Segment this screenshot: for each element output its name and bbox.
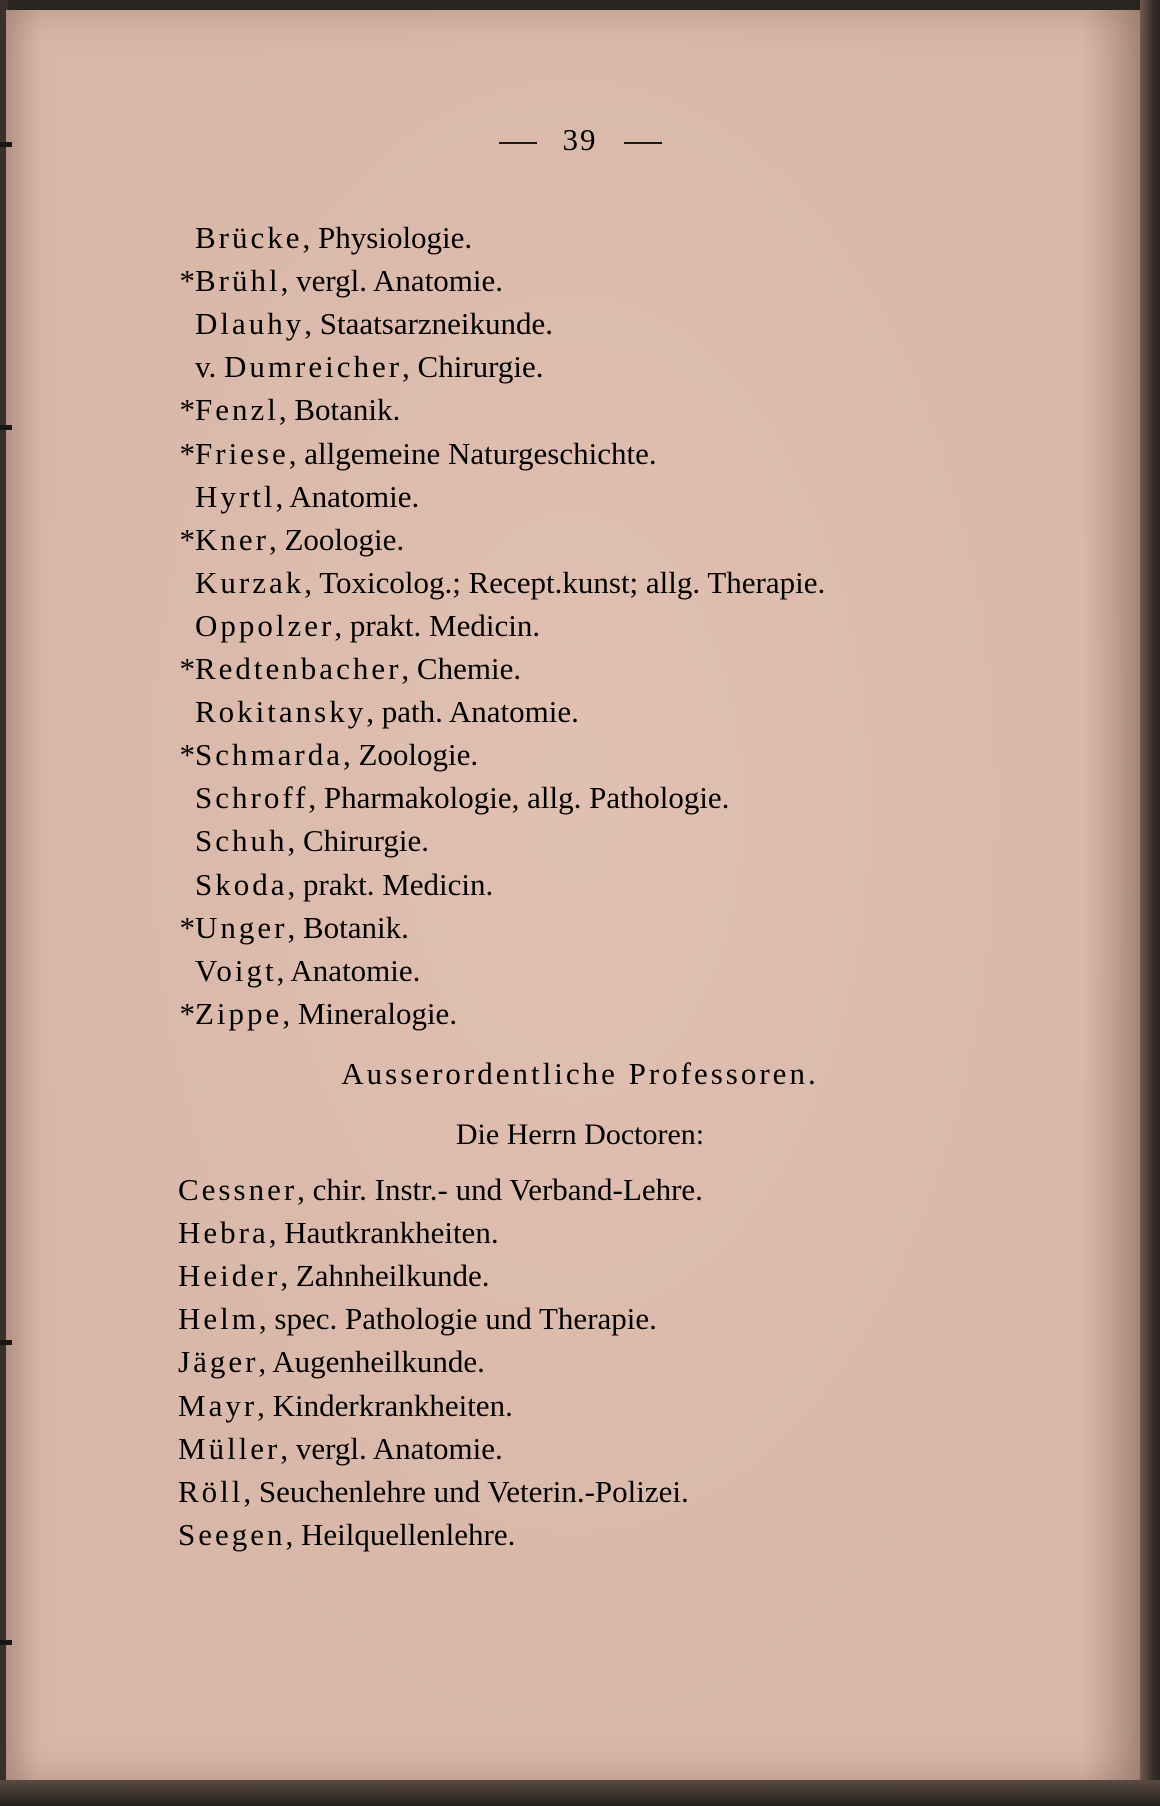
professor-entry [176, 821, 429, 861]
name-separator: , [304, 306, 320, 342]
page-bottom-edge [0, 1780, 1160, 1806]
subject-text: Pharmakologie, allg. Pathologie. [323, 780, 730, 816]
subject-text: Physiologie. [318, 220, 473, 255]
professor-entry [176, 477, 419, 517]
professor-name: Seegen [178, 1516, 286, 1552]
subject-text: Staatsarzneikunde. [319, 306, 554, 342]
subject-text: Seuchenlehre und Veterin.-Polizei. [258, 1473, 689, 1509]
name-separator: , [258, 1301, 275, 1337]
subject-text: chir. Instr.- und Verband-Lehre. [312, 1172, 703, 1207]
professor-name: Schroff [195, 780, 309, 816]
professor-name: Dumreicher [224, 349, 403, 385]
professor-entry [176, 865, 493, 905]
professor-entry [176, 390, 400, 430]
name-separator: , [243, 1473, 259, 1509]
name-separator: , [268, 1215, 285, 1251]
professor-entry [178, 1170, 703, 1210]
subject-text: Anatomie. [289, 478, 420, 514]
professor-entry [176, 347, 544, 387]
asterisk-mark: * [179, 909, 195, 945]
subject-text: Mineralogie. [297, 995, 458, 1031]
name-separator: , [258, 1344, 273, 1380]
professor-name: Brücke [195, 220, 303, 255]
professor-name: Kner [195, 521, 269, 557]
professor-name: Oppolzer [195, 607, 335, 643]
professor-entry [178, 1429, 503, 1469]
professor-name: Röll [178, 1473, 244, 1509]
professor-name: Brühl [195, 263, 281, 299]
asterisk-mark: * [179, 435, 195, 471]
asterisk-mark: * [179, 521, 195, 557]
professor-name: Unger [195, 909, 288, 945]
professor-entry [178, 1472, 689, 1512]
name-separator: , [308, 780, 324, 816]
professor-name: Hebra [178, 1215, 269, 1251]
subject-text: allgemeine Naturgeschichte. [304, 435, 657, 471]
professor-name: Fenzl [195, 392, 279, 428]
professor-name: Jäger [178, 1344, 259, 1380]
subject-text: Hautkrankheiten. [284, 1215, 499, 1251]
asterisk-mark: * [179, 995, 195, 1031]
professor-entry [176, 951, 420, 991]
asterisk-mark: * [179, 737, 195, 773]
name-separator: , [276, 952, 291, 988]
professor-entry [176, 218, 472, 258]
name-separator: , [282, 995, 298, 1031]
subject-text: Zoologie. [284, 521, 405, 557]
name-separator: , [268, 521, 285, 557]
subject-text: Chirurgie. [303, 823, 429, 859]
professor-entry [178, 1515, 515, 1555]
name-separator: , [280, 1258, 296, 1294]
professor-name: Friese [195, 435, 289, 471]
professor-entry [176, 520, 404, 560]
professor-name: Heider [178, 1258, 281, 1294]
subject-text: Zahnheilkunde. [295, 1258, 490, 1294]
section-heading: Ausserordentliche Professoren. [341, 1056, 819, 1091]
subject-text: Botanik. [302, 909, 409, 945]
subject-text: Zoologie. [358, 737, 479, 773]
page-right-edge [1140, 0, 1160, 1806]
folio-dash-left [499, 142, 537, 144]
subject-text: vergl. Anatomie. [295, 1430, 503, 1466]
subject-text: path. Anatomie. [381, 694, 579, 730]
professor-name: Hyrtl [195, 478, 276, 514]
name-separator: , [288, 435, 305, 471]
subject-text: Anatomie. [290, 952, 421, 988]
subject-text: Heilquellenlehre. [301, 1516, 516, 1552]
subject-text: Kinderkrankheiten. [272, 1387, 513, 1423]
professor-entry [176, 261, 503, 301]
subject-text: Chemie. [416, 651, 522, 686]
name-separator: , [304, 564, 320, 600]
subject-text: spec. Pathologie und Therapie. [274, 1301, 657, 1337]
binding-stitch [0, 425, 12, 430]
name-separator: , [285, 1516, 302, 1552]
professor-entry [178, 1299, 657, 1339]
name-separator: , [402, 349, 418, 385]
name-separator: , [257, 1387, 273, 1423]
name-separator: , [280, 1430, 296, 1466]
professor-entry [176, 994, 457, 1034]
subject-text: Chirurgie. [417, 349, 544, 385]
professor-entry [178, 1342, 485, 1382]
name-separator: , [366, 694, 382, 730]
section-subheading: Die Herrn Doctoren: [455, 1118, 705, 1151]
professor-name: Schuh [195, 823, 288, 859]
professor-name: Rokitansky [195, 694, 367, 730]
asterisk-mark: * [179, 651, 195, 686]
professor-name: Voigt [195, 952, 277, 988]
subject-text: vergl. Anatomie. [296, 263, 504, 299]
professor-entry [176, 735, 478, 775]
subject-text: Augenheilkunde. [272, 1344, 485, 1380]
professor-name: Müller [178, 1430, 281, 1466]
professor-entry [178, 1386, 513, 1426]
subject-text: prakt. Medicin. [303, 866, 494, 902]
subject-text: Toxicolog.; Recept.kunst; allg. Therapie. [319, 564, 826, 600]
professor-name: Zippe [195, 995, 283, 1031]
name-separator: , [287, 909, 303, 945]
professor-name: Skoda [195, 866, 288, 902]
name-separator: , [287, 823, 303, 859]
subject-text: Botanik. [294, 392, 401, 428]
name-separator: , [275, 478, 290, 514]
name-separator: , [297, 1172, 313, 1207]
asterisk-mark: * [179, 263, 195, 299]
professor-name: Kurzak [195, 564, 305, 600]
subject-text: prakt. Medicin. [349, 607, 541, 643]
name-separator: , [287, 866, 303, 902]
folio-dash-right [624, 142, 662, 144]
name-separator: , [302, 220, 319, 255]
professor-entry [176, 649, 521, 689]
professor-entry [176, 304, 553, 344]
professor-name: Helm [178, 1301, 259, 1337]
professor-name: Cessner [178, 1172, 298, 1207]
professor-entry [178, 1213, 499, 1253]
professor-entry [176, 778, 729, 818]
professor-entry [176, 692, 579, 732]
page-number-text: 39 [562, 122, 598, 157]
page-number [0, 122, 1160, 158]
name-separator: , [401, 651, 417, 686]
asterisk-mark: * [179, 392, 195, 428]
name-separator: , [342, 737, 359, 773]
professor-entry [176, 908, 409, 948]
professor-name: Mayr [178, 1387, 258, 1423]
binding-stitch [0, 1640, 12, 1645]
professor-entry [176, 606, 540, 646]
professor-name: Redtenbacher [195, 651, 402, 686]
name-separator: , [278, 392, 295, 428]
name-separator: , [280, 263, 297, 299]
professor-name: Dlauhy [195, 306, 305, 342]
professor-entry [176, 434, 657, 474]
binding-stitch [0, 1340, 12, 1345]
professor-name: Schmarda [195, 737, 343, 773]
name-prefix: v. [195, 349, 224, 385]
professor-entry [178, 1256, 490, 1296]
professor-entry [176, 563, 825, 603]
name-separator: , [334, 607, 350, 643]
